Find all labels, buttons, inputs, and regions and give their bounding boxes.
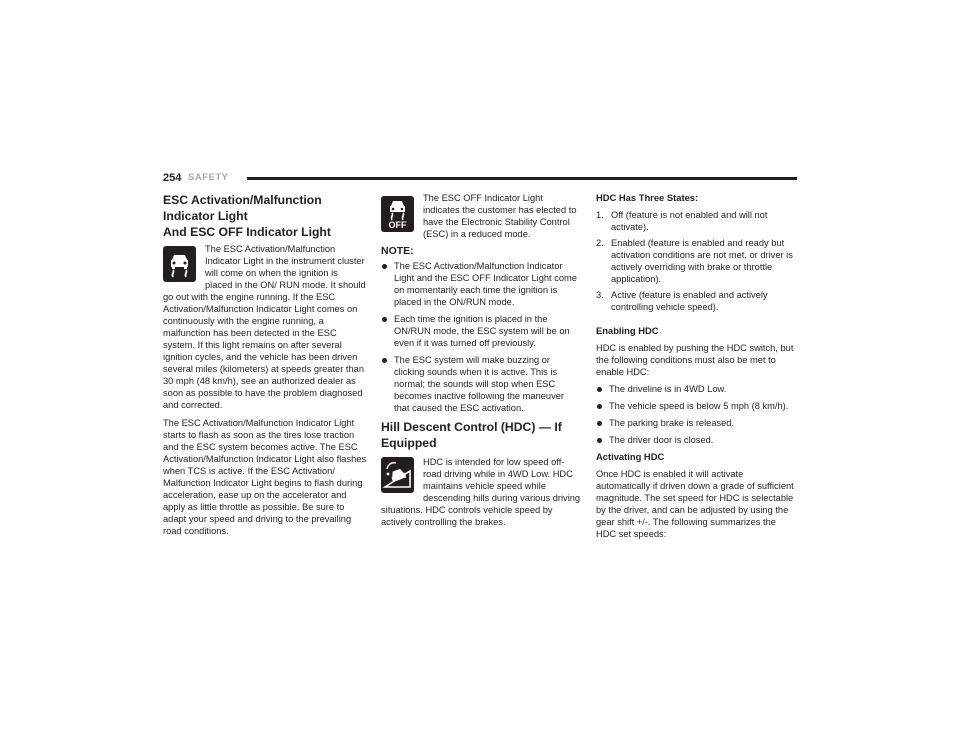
list-item: 3. Active (feature is enabled and actively controlling vehicle speed). bbox=[596, 290, 768, 312]
page-number: 254 bbox=[163, 172, 182, 184]
enabling-paragraph: HDC is enabled by pushing the HDC switch, but the following conditions must also be met to enable HDC: bbox=[596, 343, 794, 377]
column-3 bbox=[596, 192, 798, 540]
esc-paragraph-2: The ESC Activation/Malfunction Indicator Light starts to flash as soon as the tires lose traction and the ESC system becomes active. The ESC Activation/Malfunction Indicator Light also flashes when TCS is active. If the ESC Activation/ Malfunction Indicator Light begins to flash during acceleration, ease up on the accelerator and apply as little throttle as possible. Be sure to adapt your speed and driving to the prevailing road conditions. bbox=[163, 418, 367, 536]
esc-paragraph-1: The ESC Activation/Malfunction Indicator Light in the instrument cluster will come on when the ignition is placed in the ON/ RUN mode. It should go out with the engine running. If the ESC Activation/Malfunction Indicator Light comes on continuously with the engine running, a malfunction has been detected in the ESC system. If this light remains on after several ignition cycles, and the vehicle has been driven several miles (kilometers) at speeds greater than 30 mph (48 km/h), see an authorized dealer as soon as possible to have the problem diagnosed and corrected. bbox=[163, 244, 366, 410]
page-header bbox=[163, 171, 797, 185]
list-item: 2. Enabled (feature is enabled and ready but activation conditions are not met, or driver is actively overriding with brake or throttle application). bbox=[596, 238, 793, 284]
states-list bbox=[596, 209, 798, 313]
activating-heading: Activating HDC bbox=[596, 451, 665, 462]
list-item: The driver door is closed. bbox=[596, 434, 798, 446]
note-label: NOTE: bbox=[381, 245, 414, 257]
list-item: 1. Off (feature is not enabled and will not activate). bbox=[596, 210, 768, 232]
hdc-paragraph: HDC is intended for low speed off-road driving while in 4WD Low. HDC maintains vehicle speed while descending hills during various driving situations. HDC controls vehicle speed by actively controlling the brakes. bbox=[381, 457, 581, 527]
list-item: The driveline is in 4WD Low. bbox=[596, 383, 798, 395]
esc-off-icon bbox=[381, 196, 414, 232]
list-item: Each time the ignition is placed in the ON/RUN mode, the ESC system will be on even if it was turned off previously. bbox=[381, 313, 582, 349]
section-title: SAFETY bbox=[188, 172, 229, 183]
esc-off-icon-text: OFF bbox=[388, 220, 407, 230]
enabling-heading: Enabling HDC bbox=[596, 325, 659, 336]
esc-heading: ESC Activation/Malfunction Indicator Light And ESC OFF Indicator Light bbox=[163, 193, 331, 239]
list-item: The ESC system will make buzzing or clicking sounds when it is active. This is normal; the sounds will stop when ESC becomes inactive following the maneuver that caused the ESC activation. bbox=[381, 354, 582, 414]
conditions-list bbox=[596, 383, 798, 446]
hdc-heading: Hill Descent Control (HDC) — If Equipped bbox=[381, 420, 562, 450]
list-item: The ESC Activation/Malfunction Indicator Light and the ESC OFF Indicator Light come on momentarily each time the ignition is placed in the ON/RUN mode. bbox=[381, 260, 582, 308]
hill-descent-icon bbox=[381, 457, 414, 493]
note-list bbox=[381, 260, 582, 414]
column-2 bbox=[381, 192, 582, 528]
activating-paragraph: Once HDC is enabled it will activate automatically if driven down a grade of sufficient magnitude. The set speed for HDC is selectable by the driver, and can be adjusted by using the gear shift +/-. The following summarizes the HDC set speeds: bbox=[596, 469, 794, 539]
list-item: The parking brake is released. bbox=[596, 417, 798, 429]
list-item: The vehicle speed is below 5 mph (8 km/h). bbox=[596, 400, 798, 412]
column-1 bbox=[163, 192, 367, 537]
header-rule bbox=[247, 177, 797, 180]
esc-skid-icon bbox=[163, 246, 196, 282]
states-heading: HDC Has Three States: bbox=[596, 192, 699, 203]
esc-off-paragraph: The ESC OFF Indicator Light indicates the customer has elected to have the Electronic Stability Control (ESC) in a reduced mode. bbox=[423, 193, 577, 239]
